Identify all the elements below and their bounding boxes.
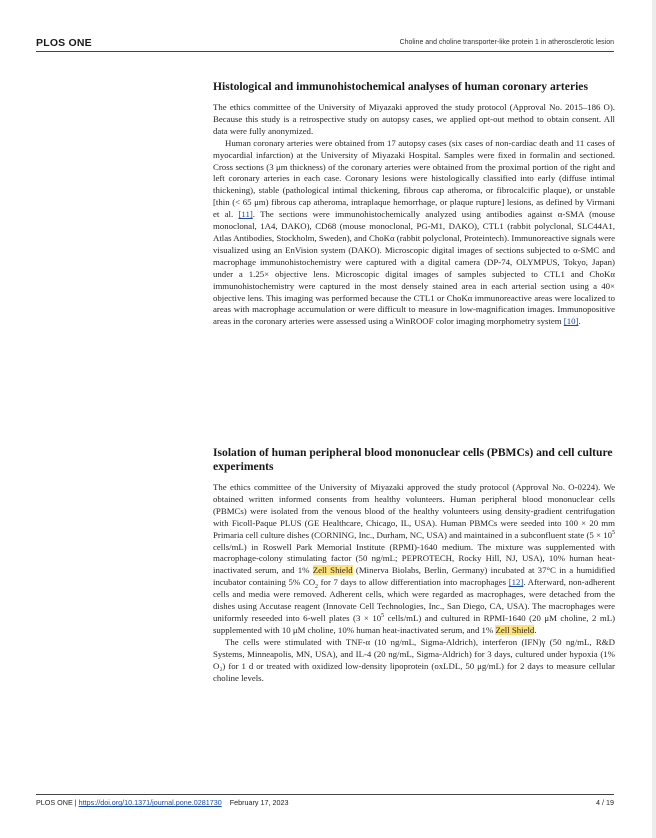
running-title: Choline and choline transporter-like protein 1 in atherosclerotic lesion <box>399 39 614 46</box>
paragraph: The cells were stimulated with TNF-α (10 ng/mL, Sigma-Aldrich), interferon (IFN)γ (50 ng/mL, R&D Systems, Minneapolis, MN, USA), and IL-4 (20 ng/mL, Sigma-Aldrich) for 3 days, cultured under hypoxia (1% O₂) for 1 d or treated with oxidized low-density lipoprotein (oxLDL, 50 μg/mL) for 2 days to measure cellular choline levels. <box>213 636 615 683</box>
highlighted-term[interactable]: Zell Shield <box>495 624 535 635</box>
text-run: (Minerva Biolabs, Berlin, Germany) incubated at 37°C in a humidified incubator containing 5% CO <box>213 565 615 588</box>
header-rule <box>36 51 614 52</box>
citation-link[interactable]: [12] <box>508 577 524 588</box>
text-run: . The sections were immunohistochemically analyzed using antibodies against α-SMA (mouse monoclonal, 1A4, DAKO), CD68 (mouse monoclonal, PG-M1, DAKO), CTL1 (rabbit polyclonal, SLC44A1, Atlas Antibodies, Stockholm, Sweden), and ChoKα (rabbit polyclonal, Proteintech). Immunoreactive signals were visualized using an EnVision system (DAKO). Microscopic digital images of sections subjected to α-SMC and macrophage immunohistochemistry were captured with a digital camera (DP-74, OLYMPUS, Tokyo, Japan) under a 1.25× objective lens. Microscopic digital images of samples subjected to CTL1 and ChoKα immunohistochemistry were captured in the most densely stained area in each arterial section using a 40× objective lens. This imaging was performed because the CTL1 or ChoKα immunoreactive areas were localized to areas with macrophage accumulation or were difficult to measure in low-magnification images. Immunopositive areas in the coronary arteries were assessed using a WinROOF color imaging morphometry system <box>213 209 616 327</box>
text-run: Human coronary arteries were obtained from 17 autopsy cases (six cases of non-cardiac death and 11 cases of myocardial infarction) at the University of Miyazaki Hospital. Samples were fixed in formalin and sectioned. Cross sections (3 μm thickness) of the coronary arteries were obtained from the proximal portion of the right and left coronary arteries in each case. Coronary lesions were histologically classified into early (diffuse intimal thickening), stable (pathological intimal thickening, fibrous cap atheroma, or fibrocalcific plaque), or unstable [thin (< 65 μm) fibrous cap atheroma, intraplaque hemorrhage, or plaque rupture] lesions, as defined by Virmani et al. <box>213 137 615 220</box>
footer <box>36 798 288 807</box>
subscript: 2 <box>315 584 319 590</box>
text-run: . <box>534 624 537 635</box>
citation-link[interactable]: [10] <box>563 316 579 327</box>
paragraph <box>213 138 615 329</box>
citation-link[interactable]: [11] <box>238 209 253 220</box>
publication-date: February 17, 2023 <box>229 798 289 807</box>
section-heading: Histological and immunohistochemical analyses of human coronary arteries <box>213 80 588 93</box>
section-heading: Isolation of human peripheral blood mononuclear cells (PBMCs) and cell culture experiments <box>213 446 613 473</box>
superscript: 5 <box>381 613 385 620</box>
page-edge <box>652 0 656 838</box>
highlighted-term[interactable]: Zell Shield <box>312 565 353 576</box>
section-pbmc <box>213 446 615 684</box>
text-run: cells/mL) in Roswell Park Memorial Institute (RPMI)-1640 medium. The mixture was supplemented with macrophage-colony stimulating factor (50 ng/mL; PEPROTECH, Rocky Hill, NJ, USA), 10% human heat-inactivated serum, and 1% <box>213 541 615 576</box>
text-run: The ethics committee of the University of Miyazaki approved the study protocol (Approval No. O-0224). We obtained written informed consents from healthy volunteers. Human peripheral blood mononuclear cells (PBMCs) were isolated from the venous blood of the healthy volunteers using density-gradient centrifugation with Ficoll-Paque PLUS (GE Healthcare, Chicago, IL, USA). Human PBMCs were seeded into 100 × 20 mm Primaria cell culture dishes (CORNING, Inc., Durham, NC, USA) and maintained in a subconfluent state (5 × 10 <box>213 482 615 540</box>
paragraph <box>213 482 615 637</box>
paragraph: The ethics committee of the University of Miyazaki approved the study protocol (Approval No. 2015–186 O). Because this study is a retrospective study on autopsy cases, we applied opt-out method to obtain consent. All data were fully anonymized. <box>213 102 615 136</box>
section-histology <box>213 80 615 328</box>
doi-link[interactable]: https://doi.org/10.1371/journal.pone.0281730 <box>78 798 222 807</box>
footer-separator: | <box>72 798 79 807</box>
text-run: for 7 days to allow differentiation into macrophages <box>318 577 509 588</box>
text-run: cells/mL) and cultured in RPMI-1640 (20 μM choline, 2 mL) supplemented with 10 μM choline, 10% human heat-inactivated serum, and 1% <box>213 612 615 635</box>
journal-name: PLOS ONE <box>36 37 92 49</box>
page-number: 4 / 19 <box>596 798 614 807</box>
footer-rule <box>36 794 614 795</box>
text-run: . <box>578 316 581 327</box>
footer-journal: PLOS ONE <box>36 798 73 807</box>
superscript: 5 <box>612 529 615 536</box>
text-run: . Afterward, non-adherent cells and media were removed. Adherent cells, which were regarded as macrophages, were detached from the dishes using Accutase reagent (Innovate Cell Technologies, Inc., San Diego, CA, USA). The macrophages were uniformly reseeded into 6-well plates (3 × 10 <box>213 577 615 623</box>
